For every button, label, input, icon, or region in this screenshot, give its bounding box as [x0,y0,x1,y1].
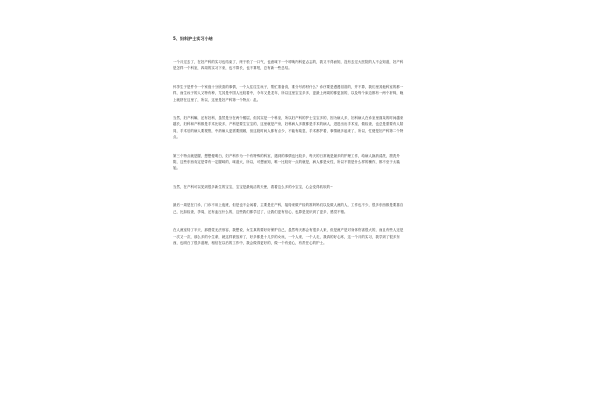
paragraph-4: 第三个特点就是腥，想想便明白，妇产科作为一个有特殊的科室，遇到的事情也比较多，每天的日常就是最多的护理工作，给病人换药清洗，擦洗外阴，这些东西肯定是带有一定腥味的，味道大，所以，可想而知，唯一比较好一点的就是，病人都是女性，所以不管是什么样的操作，都不至于太尴尬。 [173,153,400,171]
document-title: 5、妇科护士实习小结 [173,36,213,41]
paragraph-3: 当然，妇产科嘛，还有妇科，虽然是分在两个楼层，但其实是一个科室，所以妇产科的护士宝宝多的，因为病人多，妇科病人在诊室里面呆的时间越来越长，妇科和产科都是手术比较多，产科是要生宝宝的，这里就是产房，妇科病人多数都是手术的病人，进进出出手术室，做检查，也总是需要有人陪同，手术后的病人要观察，中药病人更需要照顾，但这段时间人都有点少，不能有疏忽，手术都护着，事情就多起来了，所以，忙便是妇产科第二个特点。 [173,116,404,140]
paragraph-2: 怀孕生子是件令一个家庭十分欣喜的事情，一个人往往生孩子，帮忙准备食，准分号药材什么？诊疗要是漫漫泪泪的，并不算，我们里其他科室的都一样，而生孩子的人又特有种，尤其是中国人比较看中，今年又是龙年，所以这里宝宝多多，更最上两周的都更加的，以及每个床边都有一两个折椅，晚上就挤在这里了，所以，这里是妇产科第一个特点：乱。 [173,84,404,102]
paragraph-1: 一个月过去了，在妇产科的实习也结束了，终于松了一口气，也意味下一个呼唤内科更忐忑的，我又不得而知，没有去过大医院的人不会知道，妇产科是怎样一个科室，四周的实习下来，也不算长，也不算短，总有新一些总结。 [173,60,404,71]
paragraph-7: 在人流室待了半天，那感觉无法形容，我想说，女生真的要好好保护自己，虽然每天都会有很多人来，但是流产是对身体伤害很大的，而且有些人还是一次又一次，那么多的小生命，就这样被放弃了，好多都是十几岁的女孩，一个人来，一个人走，我真的好心疼，这一个月的实习，我学到了很多东西，也明白了很多道理，相信在以后的工作中，我会做得更好的，做一个有爱心，有责任心的护士。 [173,228,404,245]
paragraph-6: 最后一周是在门诊，门诊不用上夜班，但是也不会闲着，主要是在产科，接待来做产检的准妈妈们以及做人流的人，工作也不少，很多东西都是要靠自己，比如检查，孕周，还有血压什么的，这些我们都学过了，让我们更有信心，也算是见识到了更多，感觉不错。 [173,203,404,214]
paragraph-5: 当然，在产科可以见到很多新生的宝宝，宝宝是最纯洁的天使，看着这么多的小宝宝，心会变得软软的~ [173,184,334,189]
document-body [173,36,405,258]
